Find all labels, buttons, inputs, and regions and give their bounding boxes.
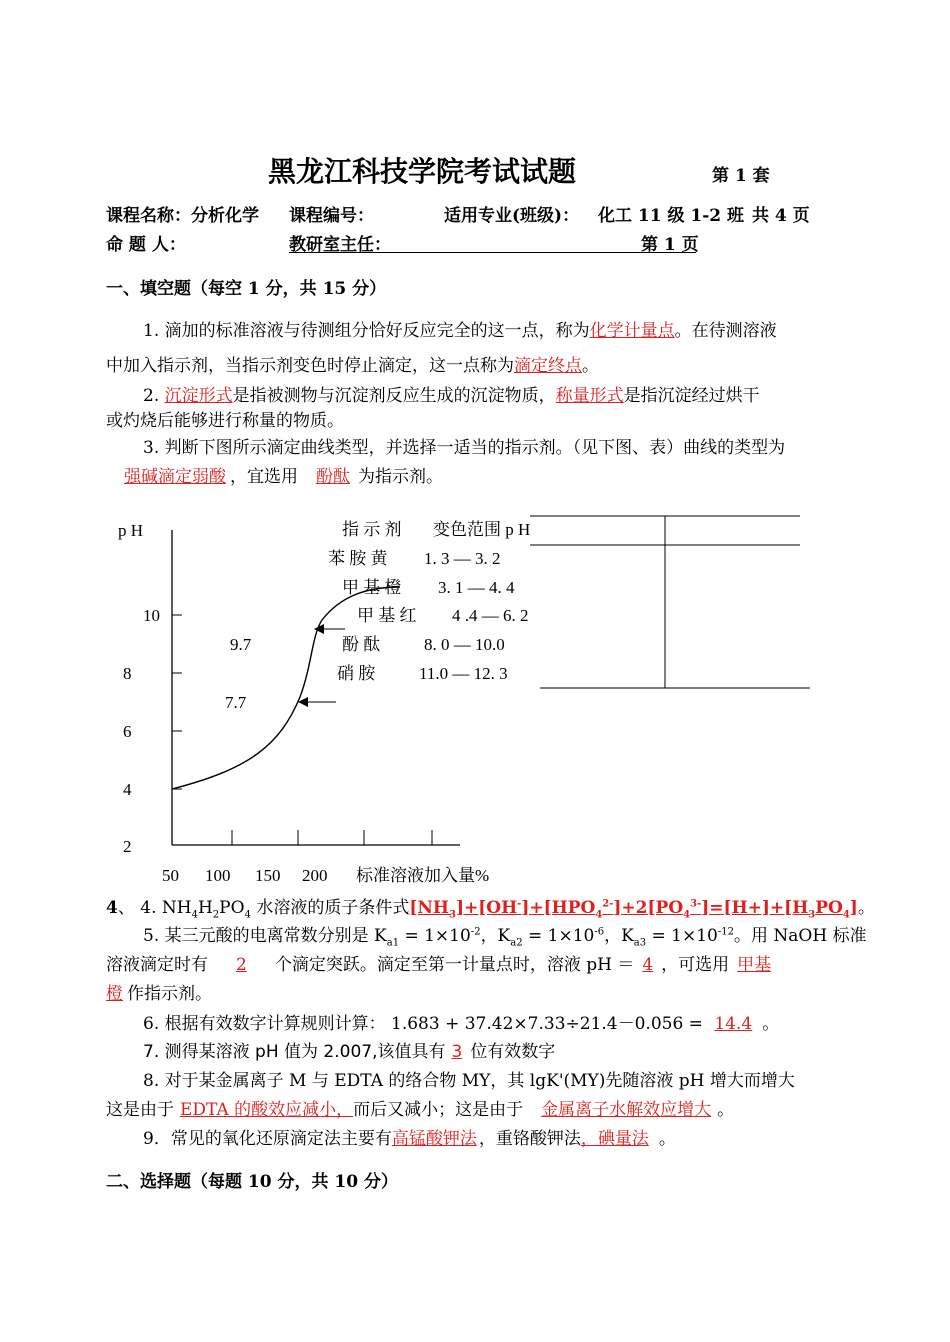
q6-answer: 14.4 [714, 1014, 753, 1034]
text-fragment: -6 [594, 926, 605, 938]
q1-text-a: 1. 滴加的标准溶液与待测组分恰好反应完全的这一点，称为 [143, 321, 590, 341]
q5-line3 [106, 979, 212, 1004]
y-axis-label: p H [118, 521, 144, 540]
q4-h: H [197, 898, 213, 918]
q3-line1: 3. 判断下图所示滴定曲线类型，并选择一适当的指示剂。（见下图、表）曲线的类型为 [143, 438, 786, 458]
q7-line [143, 1037, 555, 1062]
text-fragment: 个滴定突跃。滴定至第一计量点时，溶液 pH ＝ [274, 955, 635, 975]
text-fragment: ]=[H+]+[H [701, 898, 809, 918]
q4-number: 4 [106, 898, 118, 918]
text-fragment: 4 [683, 909, 691, 921]
q2-text-b: 是指沉淀经过烘干 [623, 386, 760, 406]
indicator-name: 甲 基 红 [357, 606, 417, 625]
indicator-name: 酚 酞 [342, 635, 381, 654]
indicator-name: 硝 胺 [337, 664, 376, 683]
q5-line2 [106, 950, 771, 975]
y-tick-label: 6 [123, 722, 132, 741]
jump-top-label: 9.7 [230, 635, 252, 654]
q1-text-d: 。 [582, 356, 599, 376]
q1-line1 [143, 316, 777, 341]
q1-text-c: 中加入指示剂，当指示剂变色时停止滴定，这一点称为 [106, 356, 514, 376]
q9-answer-2: ，碘量法 [580, 1129, 649, 1149]
x-tick-label: 200 [302, 866, 328, 885]
director-line [289, 230, 699, 255]
indicator-range: 8. 0 — 10.0 [424, 635, 505, 654]
text-fragment: 。 [658, 1129, 676, 1149]
text-fragment: ] [849, 898, 858, 918]
page-number: 第 1 页 [641, 235, 699, 255]
text-fragment: = 1×10 [399, 926, 471, 946]
x-axis-label: 标准溶液加入量% [356, 866, 490, 885]
indicator-range: 11.0 — 12. 3 [419, 664, 508, 683]
q2-num: 2. [143, 386, 165, 406]
text-fragment: - [517, 898, 522, 910]
section1-heading: 一、填空题（每空 1 分，共 15 分） [106, 279, 387, 299]
indicator-range: 4 .4 — 6. 2 [452, 606, 529, 625]
q4-line [106, 893, 875, 920]
q2-answer-1: 沉淀形式 [164, 386, 233, 406]
q8-line1: 8. 对于某金属离子 M 与 EDTA 的络合物 MY，其 lgK'(MY)先随溶液 pH 增大而增大 [143, 1071, 795, 1091]
indicator-range: 3. 1 — 4. 4 [438, 578, 515, 597]
text-fragment: ]+[OH [455, 898, 518, 918]
text-fragment: 、 4. NH [117, 898, 192, 918]
text-fragment: 作指示剂。 [127, 984, 212, 1004]
text-fragment: 而后又减小；这是由于 [353, 1100, 524, 1120]
q3-line2 [106, 462, 443, 487]
author-label: 命 题 人： [106, 235, 186, 255]
q5-answer-2: 4 [642, 955, 654, 975]
q4-text: 水溶液的质子条件式 [250, 898, 410, 918]
text-fragment: ，K [604, 926, 634, 946]
text-fragment: 。用 NaOH 标准 [733, 926, 867, 946]
q4-answer [409, 898, 858, 921]
text-fragment: 9．常见的氧化还原滴定法主要有 [143, 1129, 392, 1149]
text-fragment: 溶液滴定时有 [106, 955, 208, 975]
q3-answer-2: 酚酞 [316, 467, 350, 487]
text-fragment: 这是由于 [106, 1100, 174, 1120]
q4-sub: 4 [244, 909, 251, 921]
q8-line2 [106, 1095, 734, 1120]
x-tick-label: 150 [255, 866, 281, 885]
text-fragment: 4 [842, 909, 850, 921]
text-fragment: ，K [480, 926, 511, 946]
indicator-name: 苯 胺 黄 [328, 549, 388, 568]
q8-answer-1: EDTA 的酸效应减小， [180, 1100, 354, 1120]
y-tick-label: 2 [123, 837, 132, 856]
indicator-name: 甲 基 橙 [342, 578, 402, 597]
text-fragment: ，可选用 [661, 955, 730, 975]
q1-text-b: 。在待测溶液 [674, 321, 777, 341]
q3-text-b: ，宜选用 [230, 467, 298, 487]
q7-answer: 3 [451, 1042, 463, 1062]
q5-answer-3b: 橙 [106, 984, 123, 1004]
q8-answer-2: 金属离子水解效应增大 [541, 1100, 712, 1120]
jump-bottom-label: 7.7 [225, 693, 247, 712]
x-tick-label: 50 [162, 866, 179, 885]
text-fragment: = 1×10 [646, 926, 718, 946]
text-fragment: a2 [510, 937, 523, 949]
x-tick-label: 100 [205, 866, 231, 885]
page-title: 黑龙江科技学院考试试题 [268, 155, 577, 188]
q4-sub: 2 [212, 909, 220, 921]
course-code: 课程编号： [289, 206, 374, 226]
q2-text-a: 是指被测物与沉淀剂反应生成的沉淀物质， [232, 386, 556, 406]
q3-answer-1: 强碱滴定弱酸 [124, 467, 226, 487]
text-fragment: 7. 测得某溶液 pH 值为 2.007,该值具有 [143, 1042, 446, 1062]
indicator-header-name: 指 示 剂 [342, 520, 402, 539]
q9-line [143, 1124, 676, 1149]
text-fragment: = 1×10 [522, 926, 595, 946]
q5-answer-1: 2 [236, 955, 247, 975]
text-fragment: 。 [762, 1014, 780, 1034]
y-tick-label: 8 [123, 664, 132, 683]
indicator-range: 1. 3 — 3. 2 [424, 549, 501, 568]
text-fragment: 5. 某三元酸的电离常数分别是 K [143, 926, 387, 946]
text-fragment: a3 [633, 937, 647, 949]
text-fragment: 2- [602, 898, 614, 910]
y-tick-label: 10 [143, 606, 160, 625]
q1-answer-2: 滴定终点 [514, 356, 582, 376]
titration-figure [100, 505, 820, 890]
text-fragment: -2 [470, 926, 481, 938]
q2-line2: 或灼烧后能够进行称量的物质。 [106, 411, 344, 431]
course-name: 课程名称：分析化学 [106, 206, 259, 226]
q4-po: PO [219, 898, 245, 918]
director-label: 教研室主任： [289, 235, 391, 255]
major-label: 适用专业(班级)： [444, 206, 580, 226]
text-fragment: ]+2[PO [613, 898, 684, 918]
q6-line [143, 1009, 779, 1034]
indicator-header-range: 变色范围 p H [433, 520, 531, 539]
text-fragment: 6. 根据有效数字计算规则计算： 1.683 + 37.42×7.33÷21.4－0.056 = [143, 1014, 709, 1034]
text-fragment: 3 [448, 909, 456, 921]
q3-text-c: 为指示剂。 [358, 467, 443, 487]
q1-line2 [106, 351, 599, 376]
q1-answer-1: 化学计量点 [589, 321, 675, 341]
q5-answer-3a: 甲基 [737, 955, 772, 975]
text-fragment: 位有效数字 [470, 1042, 556, 1062]
text-fragment: 3- [690, 898, 702, 910]
y-tick-label: 4 [123, 780, 132, 799]
set-label: 第 1 套 [712, 166, 770, 186]
q4-sub: 4 [191, 909, 198, 921]
text-fragment: a1 [386, 937, 400, 949]
q4-formula [117, 898, 251, 921]
text-fragment: [NH [409, 898, 449, 918]
q2-answer-2: 称量形式 [555, 386, 624, 406]
section2-heading: 二、选择题（每题 10 分，共 10 分） [106, 1172, 398, 1192]
text-fragment: PO [815, 898, 843, 918]
text-fragment: 4 [595, 909, 603, 921]
text-fragment: ，重铬酸钾法 [478, 1129, 581, 1149]
text-fragment: 。 [717, 1100, 735, 1120]
major-value: 化工 11 级 1-2 班 [598, 206, 745, 226]
q2-line1 [143, 381, 760, 406]
text-fragment: ]+[HPO [521, 898, 596, 918]
q9-answer-1: 高锰酸钾法 [391, 1129, 477, 1149]
text-fragment: 3 [808, 909, 816, 921]
q5-line1 [143, 921, 867, 948]
q4-end: 。 [857, 898, 875, 918]
total-pages: 共 4 页 [752, 206, 810, 226]
text-fragment: -12 [717, 926, 734, 938]
